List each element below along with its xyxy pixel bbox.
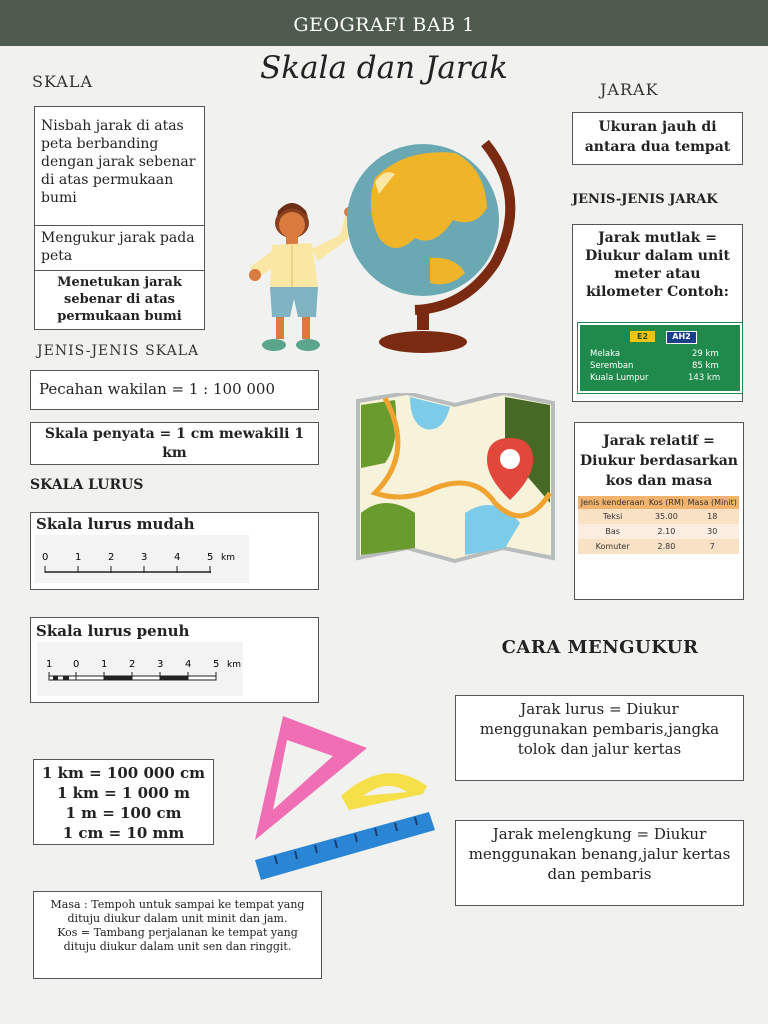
conversion-line-1: 1 km = 100 000 cm <box>41 764 205 782</box>
table-row <box>578 509 739 524</box>
tick-label: 3 <box>141 552 148 563</box>
tick-label: 0 <box>42 552 49 563</box>
tick-label: 0 <box>73 659 80 670</box>
pecahan-box <box>30 370 319 410</box>
table-header: Kos (RM) <box>648 498 684 507</box>
skala-penuh-box <box>30 617 319 703</box>
note-kos: Kos = Tambang perjalanan ke tempat yang dituju diukur dalam unit sen dan ringgit. <box>57 926 298 953</box>
conversion-box <box>33 759 214 845</box>
skala-mudah-box <box>30 512 319 590</box>
pecahan-text: Pecahan wakilan = 1 : 100 000 <box>39 380 276 398</box>
route-badge-ah2: AH2 <box>666 331 697 344</box>
skala-use-box-2 <box>34 270 205 330</box>
tick-label: 1 <box>101 659 108 670</box>
conversion-line-4: 1 cm = 10 mm <box>62 824 185 842</box>
unit-label: km <box>221 553 235 563</box>
road-sign <box>578 323 742 393</box>
route-badge-e2: E2 <box>630 331 655 342</box>
sign-dist: 29 km <box>692 349 719 359</box>
jarak-lurus-text: Jarak lurus = Diukur menggunakan pembaris,jangka tolok dan jalur kertas <box>479 700 720 758</box>
page-title: Skala dan Jarak <box>260 50 508 86</box>
table-cell: Teksi <box>578 509 647 524</box>
note-box <box>33 891 322 979</box>
sign-place: Seremban <box>590 361 634 371</box>
jarak-relatif-text: Jarak relatif = Diukur berdasarkan kos dan masa <box>580 433 738 489</box>
tick-label: 5 <box>213 659 220 670</box>
jenis-skala-label: JENIS-JENIS SKALA <box>37 343 200 359</box>
table-cell: 2.10 <box>647 524 685 539</box>
table-row <box>578 524 739 539</box>
table-cell: 30 <box>686 524 740 539</box>
skala-mudah-title: Skala lurus mudah <box>36 515 195 533</box>
tick-label: 2 <box>108 552 115 563</box>
table-cell: Komuter <box>578 539 647 554</box>
table-cell: 7 <box>686 539 740 554</box>
table-cell: 35.00 <box>647 509 685 524</box>
ruler-mudah-labels <box>42 552 235 563</box>
skala-lurus-label: SKALA LURUS <box>30 477 144 493</box>
conversion-line-2: 1 km = 1 000 m <box>56 784 190 802</box>
geometry-tools-illustration <box>245 712 445 882</box>
cara-mengukur-label: CARA MENGUKUR <box>501 637 699 658</box>
skala-penuh-title: Skala lurus penuh <box>36 622 190 640</box>
skala-penuh-ruler <box>37 642 247 696</box>
header-title: GEOGRAFI BAB 1 <box>293 14 475 36</box>
tick-label: 4 <box>174 552 181 563</box>
jenis-jarak-label: JENIS-JENIS JARAK <box>572 192 718 207</box>
tick-label: 1 <box>75 552 82 563</box>
table-header: Jenis kenderaan <box>578 496 647 509</box>
penyata-box <box>30 422 319 465</box>
sign-dist: 143 km <box>688 373 721 383</box>
table-cell: 2.80 <box>647 539 685 554</box>
sign-place: Kuala Lumpur <box>590 373 649 383</box>
table-header: Masa (Minit) <box>686 496 740 509</box>
skala-use-1: Mengukur jarak pada peta <box>41 230 195 264</box>
jarak-definition-box <box>572 112 743 165</box>
relatif-table <box>578 496 739 554</box>
header-bar <box>0 0 768 46</box>
tick-label: 2 <box>129 659 136 670</box>
unit-label: km <box>227 660 241 670</box>
tick-label: 1 <box>46 659 53 670</box>
jarak-lurus-box <box>455 695 744 781</box>
table-cell: Bas <box>578 524 647 539</box>
conversion-line-3: 1 m = 100 cm <box>65 804 182 822</box>
tick-label: 4 <box>185 659 192 670</box>
skala-use-box-1 <box>34 225 205 271</box>
jarak-melengkung-text: Jarak melengkung = Diukur menggunakan benang,jalur kertas dan pembaris <box>468 825 731 883</box>
skala-label: SKALA <box>32 72 93 91</box>
skala-use-2: Menetukan jarak sebenar di atas permukaan bumi <box>57 275 182 324</box>
jarak-definition: Ukuran jauh di antara dua tempat <box>584 119 731 155</box>
jarak-melengkung-box <box>455 820 744 906</box>
note-masa: Masa : Tempoh untuk sampai ke tempat yang dituju diukur dalam unit minit dan jam. <box>50 898 305 925</box>
table-row <box>578 539 739 554</box>
table-cell: 18 <box>686 509 740 524</box>
penyata-text: Skala penyata = 1 cm mewakili 1 km <box>44 426 305 461</box>
jarak-label: JARAK <box>600 80 659 99</box>
skala-mudah-ruler <box>35 535 255 583</box>
skala-definition: Nisbah jarak di atas peta berbanding dengan jarak sebenar di atas permukaan bumi <box>41 118 196 206</box>
jarak-mutlak-text: Jarak mutlak = Diukur dalam unit meter atau kilometer Contoh: <box>585 230 730 300</box>
tick-label: 5 <box>207 552 214 563</box>
sign-dist: 85 km <box>692 361 719 371</box>
sign-place: Melaka <box>590 349 621 359</box>
skala-definition-box <box>34 106 205 226</box>
globe-illustration <box>335 138 525 358</box>
tick-label: 3 <box>157 659 164 670</box>
map-illustration <box>355 393 555 563</box>
